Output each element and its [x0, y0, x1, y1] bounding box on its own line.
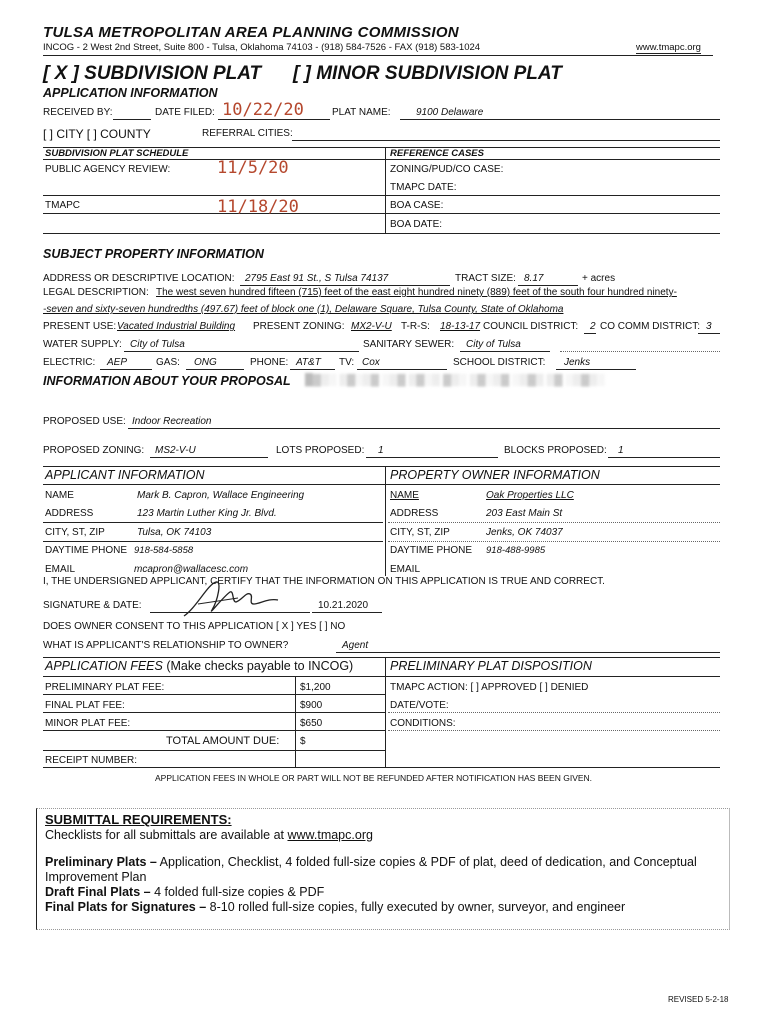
disposition-heading: PRELIMINARY PLAT DISPOSITION [390, 659, 592, 673]
signature-label: SIGNATURE & DATE: [43, 600, 142, 611]
phone-value[interactable]: AT&T [296, 357, 321, 368]
owner-consent[interactable]: DOES OWNER CONSENT TO THIS APPLICATION [ X ] YES [ ] NO [43, 621, 346, 632]
referral-cities-label: REFERRAL CITIES: [202, 128, 293, 139]
zoning-case-label: ZONING/PUD/CO CASE: [390, 164, 504, 175]
city-county-checkboxes[interactable]: [ ] CITY [ ] COUNTY [43, 127, 151, 141]
preliminary-fee-label: PRELIMINARY PLAT FEE: [45, 682, 165, 693]
phone-label: PHONE: [250, 357, 289, 368]
applicant-email-value[interactable]: mcapron@wallacesc.com [134, 564, 249, 575]
checklist-line: Checklists for all submittals are available at www.tmapc.org [45, 828, 373, 842]
present-use-label: PRESENT USE: [43, 321, 117, 332]
applicant-phone-label: DAYTIME PHONE [45, 545, 128, 556]
date-filed-stamp: 10/22/20 [222, 100, 304, 120]
owner-email-label: EMAIL [390, 564, 421, 575]
commission-address: INCOG - 2 West 2nd Street, Suite 800 - Tulsa, Oklahoma 74103 - (918) 584-7526 - FAX (918) 583-1024 [43, 42, 481, 53]
owner-name-label: NAME [390, 490, 419, 501]
acres-label: + acres [582, 273, 616, 284]
legal-description-line1[interactable]: The west seven hundred fifteen (715) feet of the east eight hundred ninety (889) feet of the south four hundred ninety- [156, 287, 677, 298]
present-zoning-value[interactable]: MX2-V-U [351, 321, 392, 332]
gas-value[interactable]: ONG [194, 357, 217, 368]
lots-proposed-value[interactable]: 1 [378, 445, 384, 456]
boa-date-label: BOA DATE: [390, 219, 443, 230]
plat-name-value[interactable]: 9100 Delaware [416, 107, 484, 118]
legal-description-label: LEGAL DESCRIPTION: [43, 287, 149, 298]
electric-label: ELECTRIC: [43, 357, 96, 368]
tmapc-action[interactable]: TMAPC ACTION: [ ] APPROVED [ ] DENIED [390, 682, 589, 693]
co-comm-district-value[interactable]: 3 [706, 321, 712, 332]
receipt-number-label: RECEIPT NUMBER: [45, 755, 138, 766]
fees-heading: APPLICATION FEES (Make checks payable to INCOG) [45, 659, 354, 673]
minor-fee-label: MINOR PLAT FEE: [45, 718, 131, 729]
blocks-proposed-label: BLOCKS PROPOSED: [504, 445, 607, 456]
applicant-heading: APPLICANT INFORMATION [45, 468, 205, 482]
relationship-label: WHAT IS APPLICANT'S RELATIONSHIP TO OWNER? [43, 640, 289, 651]
website-link[interactable]: www.tmapc.org [636, 42, 701, 53]
signature-date: 10.21.2020 [318, 600, 369, 611]
proposed-use-value[interactable]: Indoor Recreation [132, 416, 212, 427]
tract-size-label: TRACT SIZE: [455, 273, 516, 284]
final-plats-requirement: Final Plats for Signatures – 8-10 rolled full-size copies, fully executed by owner, surveyor, and engineer [45, 900, 626, 914]
applicant-signature [178, 578, 298, 622]
applicant-name-value[interactable]: Mark B. Capron, Wallace Engineering [137, 490, 305, 501]
date-filed-label: DATE FILED: [155, 107, 215, 118]
electric-value[interactable]: AEP [107, 357, 128, 368]
address-label: ADDRESS OR DESCRIPTIVE LOCATION: [43, 273, 235, 284]
public-agency-review-stamp: 11/5/20 [217, 158, 289, 178]
received-by-label: RECEIVED BY: [43, 107, 113, 118]
preliminary-plats-requirement: Preliminary Plats – Application, Checklist, 4 folded full-size copies & PDF of plat, deed of dedication, and Conceptual [45, 855, 697, 869]
reference-cases-header: REFERENCE CASES [390, 148, 484, 159]
proposed-use-label: PROPOSED USE: [43, 416, 126, 427]
owner-address-label: ADDRESS [390, 508, 439, 519]
sanitary-sewer-value[interactable]: City of Tulsa [466, 339, 521, 350]
owner-address-value[interactable]: 203 East Main St [486, 508, 563, 519]
water-supply-value[interactable]: City of Tulsa [130, 339, 185, 350]
preliminary-fee-value: $1,200 [300, 682, 331, 693]
tmapc-date-label: TMAPC DATE: [390, 182, 457, 193]
commission-title: TULSA METROPOLITAN AREA PLANNING COMMISSION [43, 24, 459, 41]
address-value[interactable]: 2795 East 91 St., S Tulsa 74137 [245, 273, 389, 284]
applicant-phone-value[interactable]: 918-584-5858 [134, 545, 194, 556]
proposed-zoning-value[interactable]: MS2-V-U [155, 445, 196, 456]
subject-property-heading: SUBJECT PROPERTY INFORMATION [43, 247, 264, 261]
final-fee-value: $900 [300, 700, 323, 711]
draft-final-plats-requirement: Draft Final Plats – 4 folded full-size copies & PDF [45, 885, 325, 899]
school-district-label: SCHOOL DISTRICT: [453, 357, 546, 368]
legal-description-line2[interactable]: -seven and sixty-seven hundredths (497.67) feet of block one (1), Delaware Square, Tulsa County, State of Oklahoma [43, 304, 564, 315]
water-supply-label: WATER SUPPLY: [43, 339, 122, 350]
owner-phone-label: DAYTIME PHONE [390, 545, 473, 556]
gas-label: GAS: [156, 357, 180, 368]
owner-phone-value[interactable]: 918-488-9985 [486, 545, 546, 556]
school-district-value[interactable]: Jenks [564, 357, 591, 368]
sanitary-sewer-label: SANITARY SEWER: [363, 339, 455, 350]
schedule-header: SUBDIVISION PLAT SCHEDULE [45, 148, 189, 159]
applicant-city-label: CITY, ST, ZIP [45, 527, 105, 538]
tv-label: TV: [339, 357, 355, 368]
trs-value[interactable]: 18-13-17 [440, 321, 481, 332]
council-district-label: COUNCIL DISTRICT: [483, 321, 579, 332]
certification-statement: I, THE UNDERSIGNED APPLICANT, CERTIFY THAT THE INFORMATION ON THIS APPLICATION IS TRUE AND CORRECT. [43, 576, 605, 587]
conditions-label: CONDITIONS: [390, 718, 456, 729]
minor-subdivision-option[interactable]: [ ] MINOR SUBDIVISION PLAT [293, 63, 562, 84]
proposed-zoning-label: PROPOSED ZONING: [43, 445, 145, 456]
total-due-label: TOTAL AMOUNT DUE: [166, 735, 280, 747]
application-info-heading: APPLICATION INFORMATION [43, 86, 218, 100]
present-use-value[interactable]: Vacated Industrial Building [117, 321, 236, 332]
revised-date: REVISED 5-2-18 [668, 995, 729, 1004]
boa-case-label: BOA CASE: [390, 200, 444, 211]
applicant-address-label: ADDRESS [45, 508, 94, 519]
total-due-value: $ [300, 736, 306, 747]
co-comm-district-label: CO COMM DISTRICT: [600, 321, 700, 332]
council-district-value[interactable]: 2 [590, 321, 596, 332]
relationship-value[interactable]: Agent [342, 640, 369, 651]
blocks-proposed-value[interactable]: 1 [618, 445, 624, 456]
owner-name-value[interactable]: Oak Properties LLC [486, 490, 574, 501]
submittal-heading: SUBMITTAL REQUIREMENTS: [45, 812, 232, 827]
tmapc-label: TMAPC [45, 200, 80, 211]
trs-label: T-R-S: [401, 321, 430, 332]
tmapc-stamp: 11/18/20 [217, 197, 299, 217]
owner-heading: PROPERTY OWNER INFORMATION [390, 468, 600, 482]
preliminary-plats-requirement-cont: Improvement Plan [45, 870, 147, 884]
applicant-address-value[interactable]: 123 Martin Luther King Jr. Blvd. [137, 508, 277, 519]
redacted-text: █▓▒░ ▒▓░▒▓ ░▒▓ ▒▓░▒ ▓▒░ ▒▓░▒▓ ░▒▓▒ ▒▓ ░▒▓▒░ [305, 374, 605, 386]
subdivision-plat-option[interactable]: [ X ] SUBDIVISION PLAT [43, 63, 262, 84]
tract-size-value[interactable]: 8.17 [524, 273, 544, 284]
refund-note: APPLICATION FEES IN WHOLE OR PART WILL NOT BE REFUNDED AFTER NOTIFICATION HAS BEEN GIVEN. [155, 773, 593, 783]
owner-city-label: CITY, ST, ZIP [390, 527, 450, 538]
checklist-link[interactable]: www.tmapc.org [287, 828, 373, 842]
owner-city-value[interactable]: Jenks, OK 74037 [486, 527, 563, 538]
final-fee-label: FINAL PLAT FEE: [45, 700, 125, 711]
lots-proposed-label: LOTS PROPOSED: [276, 445, 365, 456]
applicant-city-value[interactable]: Tulsa, OK 74103 [137, 527, 212, 538]
tv-value[interactable]: Cox [362, 357, 380, 368]
applicant-email-label: EMAIL [45, 564, 76, 575]
present-zoning-label: PRESENT ZONING: [253, 321, 345, 332]
public-agency-review-label: PUBLIC AGENCY REVIEW: [45, 164, 171, 175]
applicant-name-label: NAME [45, 490, 74, 501]
plat-name-label: PLAT NAME: [332, 107, 391, 118]
minor-fee-value: $650 [300, 718, 323, 729]
proposal-heading: INFORMATION ABOUT YOUR PROPOSAL [43, 374, 291, 388]
date-vote-label: DATE/VOTE: [390, 700, 449, 711]
